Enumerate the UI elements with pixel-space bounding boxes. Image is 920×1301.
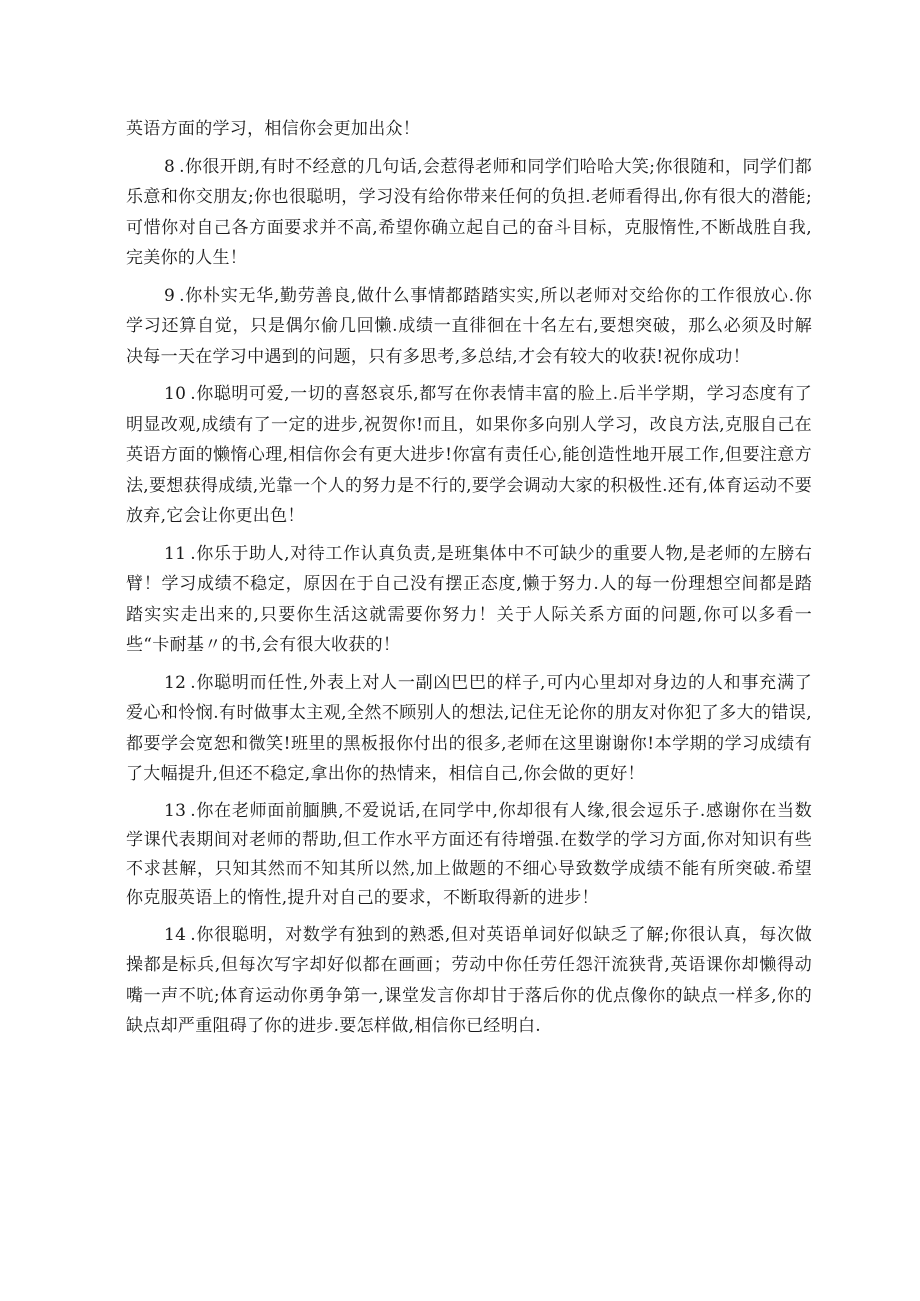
comment-text: .你朴实无华,勤劳善良,做什么事情都踏踏实实,所以老师对交给你的工作很放心.你学习还算自觉，只是偶尔偷几回懒.成绩一直徘徊在十名左右,要想突破，那么必须及时解决每一天在学习中遇到的问题，只有多思考,多总结,才会有较大的收获!祝你成功！ (126, 285, 812, 367)
comment-item-11 (126, 539, 812, 661)
comment-text: .你很聪明，对数学有独到的熟悉,但对英语单词好似缺乏了解;你很认真，每次做操都是标兵,但每次写字却好似都在画画；劳动中你任劳任怨汗流狭背,英语课你却懒得动嘴一声不吭;体育运动你勇争第一,课堂发言你却甘于落后你的优点像你的缺点一样多,你的缺点却严重阻碍了你的进步.要怎样做,相信你已经明白. (126, 924, 812, 1036)
comment-number: 12 (164, 672, 187, 693)
comment-number: 9 (164, 285, 176, 306)
comment-item-8 (126, 152, 812, 274)
comment-item-14 (126, 920, 812, 1042)
comment-text: .你很开朗,有时不经意的几句话,会惹得老师和同学们哈哈大笑;你很随和，同学们都乐意和你交朋友;你也很聪明，学习没有给你带来任何的负担.老师看得出,你有很大的潜能;可惜你对自己各方面要求并不高,希望你确立起自己的奋斗目标，克服惰性,不断战胜自我,完美你的人生！ (126, 156, 812, 268)
comment-text: .你乐于助人,对待工作认真负责,是班集体中不可缺少的重要人物,是老师的左膀右臂！学习成绩不稳定，原因在于自己没有摆正态度,懒于努力.人的每一份理想空间都是踏踏实实走出来的,只要你生活这就需要你努力！关于人际关系方面的问题,你可以多看一些“卡耐基〃的书,会有很大收获的！ (126, 543, 812, 655)
comment-number: 13 (164, 800, 187, 821)
comment-item-9 (126, 281, 812, 373)
comment-item-12 (126, 668, 812, 790)
comment-item-13 (126, 797, 812, 913)
comment-text: .你在老师面前腼腆,不爱说话,在同学中,你却很有人缘,很会逗乐子.感谢你在当数学课代表期间对老师的帮助,但工作水平方面还有待增强.在数学的学习方面,你对知识有些不求甚解，只知其然而不知其所以然,加上做题的不细心导致数学成绩不能有所突破.希望你克服英语上的惰性,提升对自己的要求，不断取得新的进步！ (126, 800, 812, 908)
comment-item-10 (126, 379, 812, 532)
comment-number: 14 (164, 924, 187, 945)
comment-number: 8 (164, 156, 176, 177)
intro-paragraph: 英语方面的学习，相信你会更加出众！ (126, 119, 421, 139)
document-page (126, 114, 812, 1049)
comment-text: .你聪明可爱,一切的喜怒哀乐,都写在你表情丰富的脸上.后半学期，学习态度有了明显改观,成绩有了一定的进步,祝贺你!而且，如果你多向别人学习，改良方法,克服自己在英语方面的懒惰心理,相信你会有更大进步!你富有责任心,能创造性地开展工作,但要注意方法,要想获得成绩,光靠一个人的努力是不行的,要学会调动大家的积极性.还有,体育运动不要放弃,它会让你更出色！ (126, 384, 812, 526)
comment-number: 10 (164, 384, 187, 404)
comment-number: 11 (164, 543, 187, 564)
comment-text: .你聪明而任性,外表上对人一副凶巴巴的样子,可内心里却对身边的人和事充满了爱心和怜悯.有时做事太主观,全然不顾别人的想法,记住无论你的朋友对你犯了多大的错误,都要学会宽恕和微笑!班里的黑板报你付出的很多,老师在这里谢谢你!本学期的学习成绩有了大幅提升,但还不稳定,拿出你的热情来，相信自己,你会做的更好！ (126, 672, 812, 784)
